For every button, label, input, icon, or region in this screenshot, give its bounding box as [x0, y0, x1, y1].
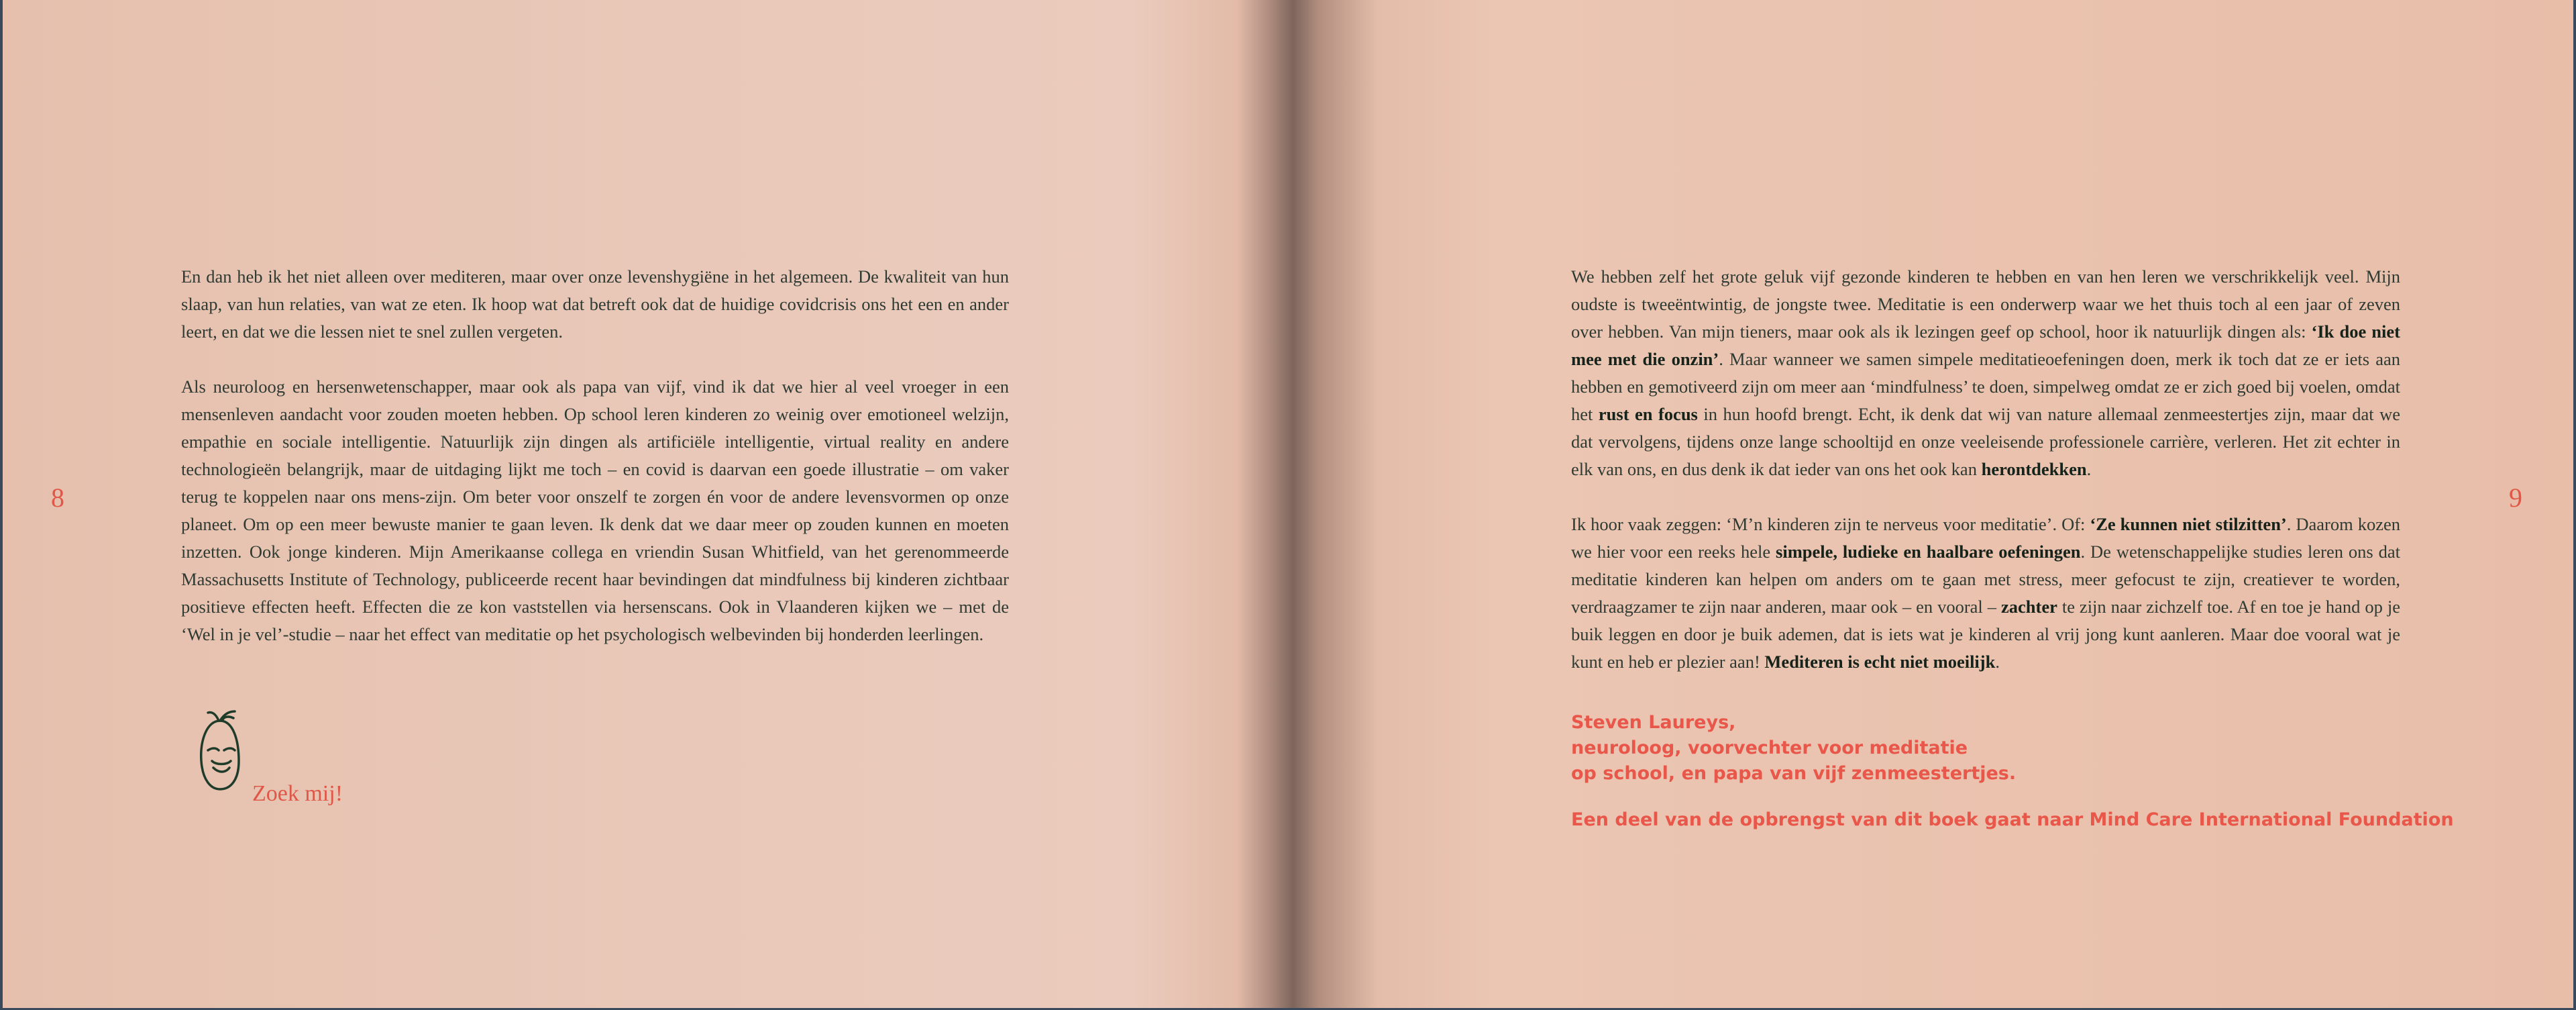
text-run: . Daarom kozen we hier voor een reeks hele	[1571, 514, 2401, 562]
page-number-left: 8	[51, 483, 64, 513]
right-body-text	[1571, 263, 2400, 703]
right-paragraph-2	[1571, 511, 2400, 676]
signature-line-2: neuroloog, voorvechter voor meditatie	[1571, 738, 1968, 758]
highlight-oefeningen: simpele, ludieke en haalbare oefeningen	[1776, 542, 2081, 562]
highlight-mediteren: Mediteren is echt niet moeilijk	[1764, 652, 1996, 672]
right-page	[1288, 0, 2573, 1008]
signature-line-1: Steven Laureys,	[1571, 712, 1736, 733]
foundation-note: Een deel van de opbrengst van dit boek gaat naar Mind Care International Foundation	[1571, 809, 2454, 830]
left-page	[3, 0, 1288, 1008]
zen-kid-doodle-icon	[193, 707, 247, 793]
text-run: .	[2086, 459, 2092, 479]
highlight-quote: ‘Ik doe niet mee met die onzin’	[1571, 321, 2400, 369]
text-run: te zijn naar zichzelf toe. Af en toe je hand op je buik leggen en door je buik ademen, dat is iets wat je kinderen al vrij jong kunt aanleren. Maar doe vooral wat je kunt en heb er plezier aan!	[1571, 597, 2400, 672]
text-run: .	[1995, 652, 2000, 672]
mascot-caption: Zoek mij!	[252, 781, 343, 806]
highlight-quote-2: ‘Ze kunnen niet stilzitten’	[2090, 514, 2287, 534]
text-run: . De wetenschappelijke studies leren ons dat meditatie kinderen kan helpen om anders om te gaan met stress, meer gefocust te zijn, creatiever te worden, verdraagzamer te zijn naar anderen, maar ook – en vooral –	[1571, 542, 2400, 617]
left-paragraph-1: En dan heb ik het niet alleen over mediteren, maar over onze levenshygiëne in het algemeen. De kwaliteit van hun slaap, van hun relaties, van wat ze eten. Ik hoop wat dat betreft ook dat de huidige covidcrisis ons het een en ander leert, en dat we die lessen niet te snel zullen vergeten.	[181, 266, 1009, 342]
highlight-zachter: zachter	[2000, 597, 2057, 617]
left-body-text	[181, 263, 1009, 676]
signature-line-3: op school, en papa van vijf zenmeestertjes.	[1571, 763, 2017, 784]
right-paragraph-1	[1571, 263, 2400, 483]
text-run: Ik hoor vaak zeggen: ‘M’n kinderen zijn te nerveus voor meditatie’. Of:	[1571, 514, 2090, 534]
page-number-right: 9	[2509, 483, 2522, 513]
author-signature	[1571, 710, 2016, 787]
highlight-rust-en-focus: rust en focus	[1598, 404, 1698, 424]
text-run: in hun hoofd brengt. Echt, ik denk dat wij van nature allemaal zenmeestertjes zijn, maar dat we dat vervolgens, tijdens onze lange schooltijd en onze veeleisende professionele carrière, verleren. Het zit echter in elk van ons, en dus denk ik dat ieder van ons het ook kan	[1571, 404, 2400, 479]
text-run: . Maar wanneer we samen simpele meditatieoefeningen doen, merk ik toch dat ze er iets aan hebben en gemotiveerd zijn om meer aan ‘mindfulness’ te doen, simpelweg omdat ze er zich goed bij voelen, omdat het	[1571, 349, 2400, 424]
highlight-herontdekken: herontdekken	[1981, 459, 2087, 479]
left-paragraph-2: Als neuroloog en hersenwetenschapper, maar ook als papa van vijf, vind ik dat we hier al veel vroeger in een mensenleven aandacht voor zouden moeten hebben. Op school leren kinderen zo weinig over emotioneel welzijn, empathie en sociale intelligentie. Natuurlijk zijn dingen als artificiële intelligentie, virtual reality en andere technologieën belangrijk, maar de uitdaging lijkt me toch – en covid is daarvan een goede illustratie – om vaker terug te koppelen naar ons mens-zijn. Om beter voor onszelf te zorgen én voor de andere levensvormen op onze planeet. Om op een meer bewuste manier te gaan leven. Ik denk dat we daar meer op zouden kunnen en moeten inzetten. Ook jonge kinderen. Mijn Amerikaanse collega en vriendin Susan Whitfield, van het gerenommeerde Massachusetts Institute of Technology, publiceerde recent haar bevindingen dat mindfulness bij kinderen zichtbaar positieve effecten heeft. Effecten die ze kon vaststellen via hersenscans. Ook in Vlaanderen kijken we – met de ‘Wel in je vel’-studie – naar het effect van meditatie op het psychologisch welbevinden bij honderden leerlingen.	[181, 376, 1009, 644]
text-run: We hebben zelf het grote geluk vijf gezonde kinderen te hebben en van hen leren we verschrikkelijk veel. Mijn oudste is tweeëntwintig, de jongste twee. Meditatie is een onderwerp waar we het thuis toch al een jaar of zeven over hebben. Van mijn tieners, maar ook als ik lezingen geef op school, hoor ik natuurlijk dingen als:	[1571, 266, 2400, 342]
book-spread	[3, 0, 2573, 1008]
